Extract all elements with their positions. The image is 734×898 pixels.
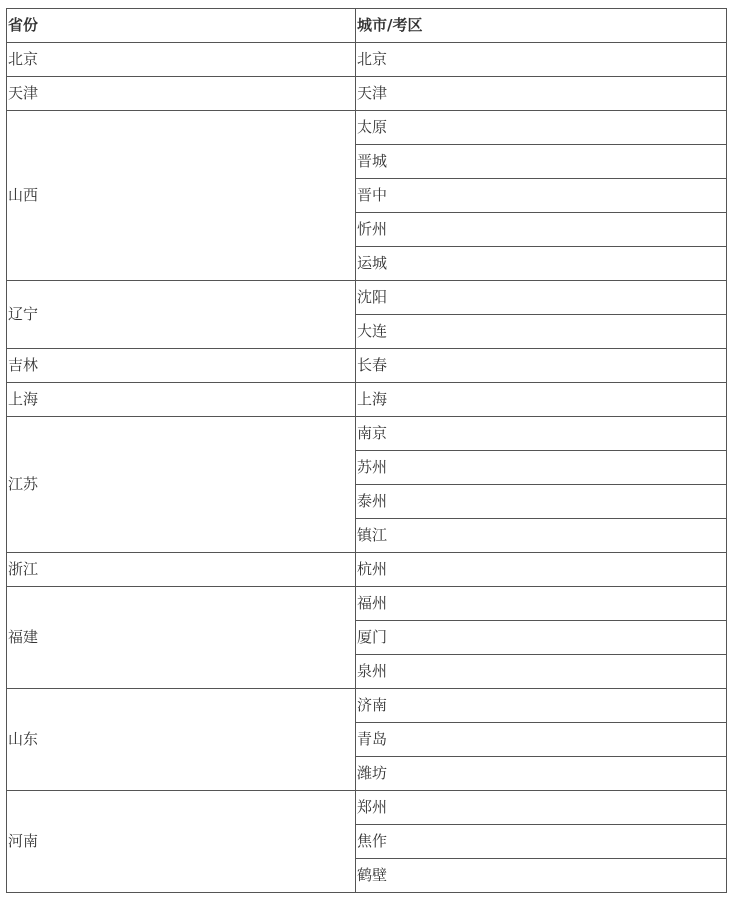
- province-cell: 上海: [7, 383, 356, 417]
- header-city: 城市/考区: [356, 9, 727, 43]
- province-cell: 河南: [7, 791, 356, 893]
- city-cell: 北京: [356, 43, 727, 77]
- city-cell: 厦门: [356, 621, 727, 655]
- province-cell: 吉林: [7, 349, 356, 383]
- city-cell: 福州: [356, 587, 727, 621]
- province-cell: 浙江: [7, 553, 356, 587]
- city-cell: 泉州: [356, 655, 727, 689]
- table-row: [7, 111, 727, 145]
- province-cell: 江苏: [7, 417, 356, 553]
- province-cell: 福建: [7, 587, 356, 689]
- table-row: [7, 77, 727, 111]
- table-row: [7, 349, 727, 383]
- header-province: 省份: [7, 9, 356, 43]
- table-body: [7, 43, 727, 893]
- province-cell: 山东: [7, 689, 356, 791]
- table-header-row: [7, 9, 727, 43]
- city-cell: 运城: [356, 247, 727, 281]
- city-cell: 上海: [356, 383, 727, 417]
- city-cell: 忻州: [356, 213, 727, 247]
- city-cell: 焦作: [356, 825, 727, 859]
- table-row: [7, 587, 727, 621]
- table-row: [7, 689, 727, 723]
- city-cell: 泰州: [356, 485, 727, 519]
- city-cell: 太原: [356, 111, 727, 145]
- province-cell: 天津: [7, 77, 356, 111]
- exam-location-table: [6, 8, 727, 893]
- city-cell: 潍坊: [356, 757, 727, 791]
- city-cell: 天津: [356, 77, 727, 111]
- city-cell: 镇江: [356, 519, 727, 553]
- table-row: [7, 281, 727, 315]
- table-row: [7, 553, 727, 587]
- city-cell: 郑州: [356, 791, 727, 825]
- city-cell: 大连: [356, 315, 727, 349]
- table-row: [7, 417, 727, 451]
- city-cell: 鹤壁: [356, 859, 727, 893]
- city-cell: 长春: [356, 349, 727, 383]
- city-cell: 晋城: [356, 145, 727, 179]
- province-cell: 北京: [7, 43, 356, 77]
- city-cell: 南京: [356, 417, 727, 451]
- city-cell: 晋中: [356, 179, 727, 213]
- city-cell: 苏州: [356, 451, 727, 485]
- table-row: [7, 43, 727, 77]
- city-cell: 济南: [356, 689, 727, 723]
- table-row: [7, 383, 727, 417]
- city-cell: 青岛: [356, 723, 727, 757]
- table-row: [7, 791, 727, 825]
- province-cell: 辽宁: [7, 281, 356, 349]
- city-cell: 沈阳: [356, 281, 727, 315]
- province-cell: 山西: [7, 111, 356, 281]
- city-cell: 杭州: [356, 553, 727, 587]
